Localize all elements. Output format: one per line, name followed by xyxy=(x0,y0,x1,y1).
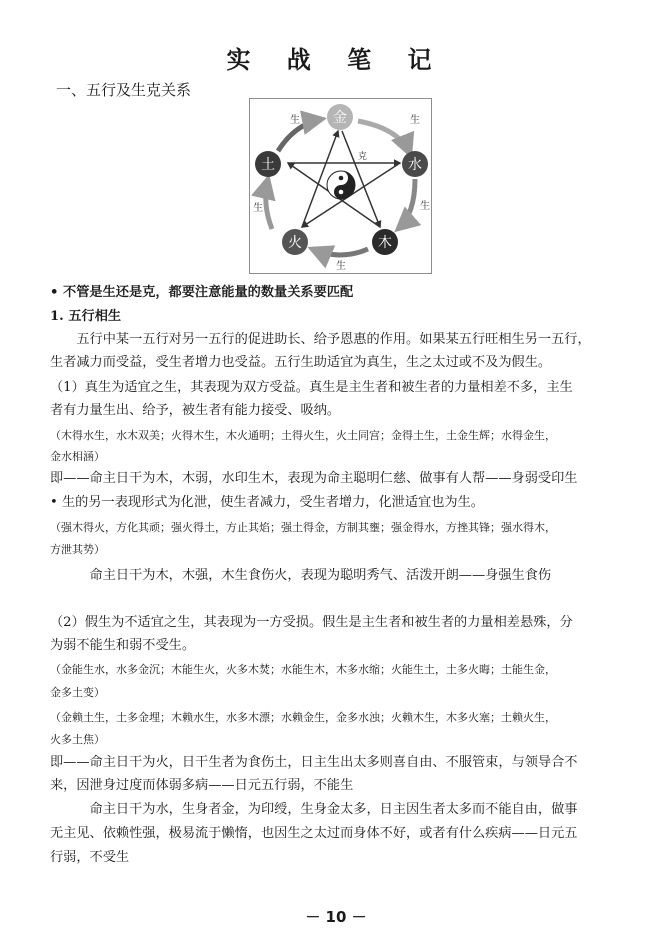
text-line-1: • 不管是生还是克，都要注意能量的数量关系要匹配 xyxy=(50,285,354,300)
five-elements-svg xyxy=(250,99,431,273)
text-line-2: 1. 五行相生 xyxy=(50,309,122,324)
cycle-label-wood-fire: 生 xyxy=(336,261,346,272)
cycle-label-fire-earth: 生 xyxy=(253,203,263,214)
cycle-label-earth-metal: 生 xyxy=(290,115,300,126)
text-line-11: （强木得火，方化其顽；强火得土，方止其焰；强土得金，方制其壅；强金得水，方挫其锋；强水得木， xyxy=(50,521,556,534)
text-line-21: 来，因泄身过度而体弱多病——日元五行弱，不能生 xyxy=(50,778,354,793)
text-line-22: 命主日干为水，生身者金，为印绶，生身金太多，日主因生者太多而不能自由，做事 xyxy=(50,802,578,817)
control-label: 克 xyxy=(358,152,368,162)
section-heading: 一、五行及生克关系 xyxy=(56,81,192,99)
element-fire-label: 火 xyxy=(288,235,302,251)
cycle-arc-water-wood xyxy=(398,179,415,229)
text-line-5: （1）真生为适宜之生，其表现为双方受益。真生是主生者和被生者的力量相差不多，主生 xyxy=(50,380,573,395)
element-wood-label: 木 xyxy=(378,235,392,251)
text-line-10: • 生的另一表现形式为化泄，使生者减力，受生者增力，化泄适宜也为生。 xyxy=(50,495,484,510)
text-line-19: 火多土焦） xyxy=(50,733,105,746)
text-line-4: 生者减力而受益，受生者增力也受益。五行生助适宜为真生，生之太过或不及为假生。 xyxy=(50,355,552,370)
yin-yang-icon xyxy=(327,171,355,199)
text-line-7: （木得水生，水木双美；火得木生，木火通明；土得火生，火土同宫；金得土生，土金生辉；水得金生， xyxy=(50,429,556,442)
cycle-arc-wood-fire xyxy=(312,249,368,255)
text-line-20: 即——命主日干为火，日干生者为食伤土，日主生出太多则喜自由、不服管束，与领导合不 xyxy=(50,755,578,770)
cycle-label-water-wood: 生 xyxy=(420,201,430,212)
cycle-label-metal-water: 生 xyxy=(410,115,420,126)
text-line-14: （2）假生为不适宜之生，其表现为一方受损。假生是主生者和被生者的力量相差悬殊，分 xyxy=(50,615,573,630)
element-metal-label: 金 xyxy=(333,110,347,126)
five-elements-diagram xyxy=(249,98,432,274)
text-line-6: 者有力量生出、给予，被生者有能力接受、吸纳。 xyxy=(50,403,341,418)
element-water-label: 水 xyxy=(408,157,422,173)
text-line-3: 五行中某一五行对另一五行的促进助长、给予恩惠的作用。如果某五行旺相生另一五行， xyxy=(50,332,591,347)
text-line-8: 金水相涵） xyxy=(50,450,105,463)
text-line-24: 行弱，不受生 xyxy=(50,850,130,865)
page-number: － 10 － xyxy=(305,908,367,926)
cycle-arc-earth-metal xyxy=(278,119,322,151)
text-line-17: 金多土变） xyxy=(50,686,105,699)
text-line-9: 即——命主日干为木，木弱，水印生木，表现为命主聪明仁慈、做事有人帮——身弱受印生 xyxy=(50,471,578,486)
text-line-15: 为弱不能生和弱不受生。 xyxy=(50,638,196,653)
text-line-12: 方泄其势） xyxy=(50,543,105,556)
text-line-23: 无主见、依赖性强，极易流于懒惰，也因生之太过而身体不好，或者有什么疾病——日元五 xyxy=(50,826,578,841)
text-line-16: （金能生水，水多金沉；木能生火，火多木焚；水能生木，木多水缩；火能生土，土多火晦；土能生金， xyxy=(50,663,556,676)
text-line-18: （金赖土生，土多金埋；木赖水生，水多木漂；水赖金生，金多水浊；火赖木生，木多火塞；土赖火生， xyxy=(50,711,556,724)
page-title: 实 战 笔 记 xyxy=(226,46,446,74)
cycle-arc-metal-water xyxy=(358,121,410,154)
text-line-13: 命主日干为木，木强，木生食伤火，表现为聪明秀气、活泼开朗——身强生食伤 xyxy=(50,568,552,583)
cycle-arc-fire-earth xyxy=(266,179,272,229)
element-earth-label: 土 xyxy=(261,157,275,173)
